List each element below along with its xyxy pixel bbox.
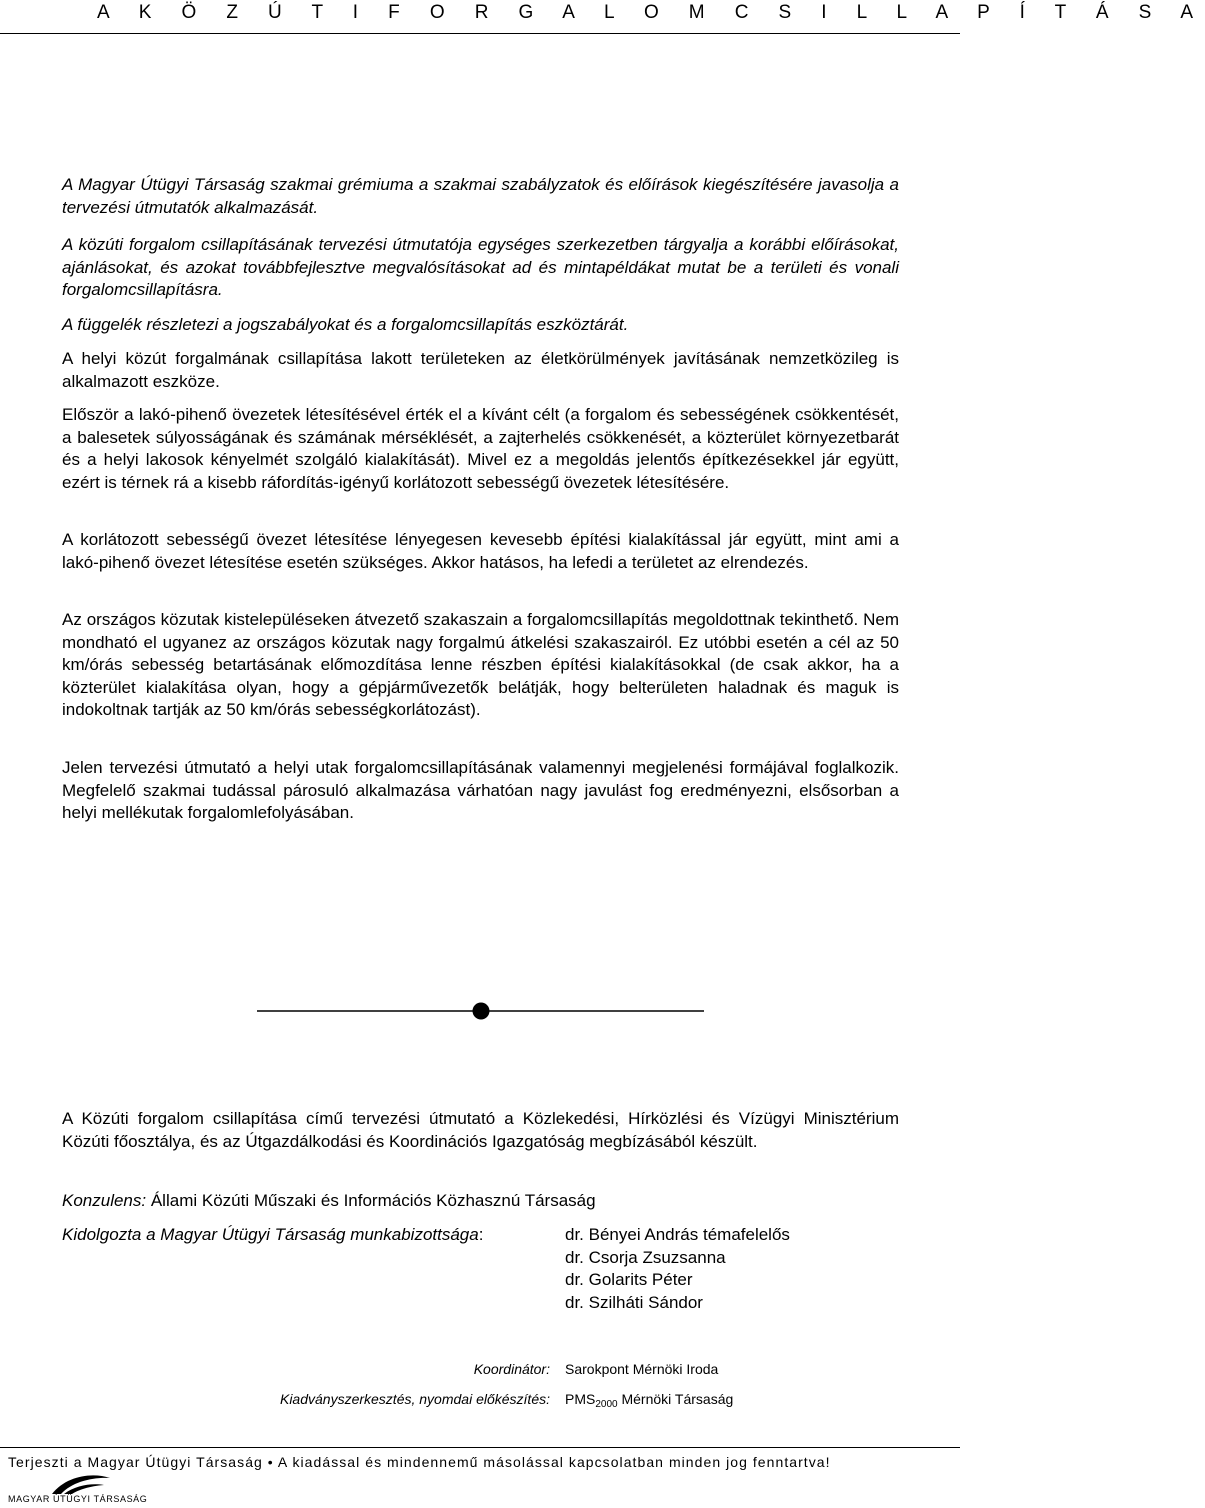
coordinator-value: Sarokpont Mérnöki Iroda	[565, 1361, 719, 1377]
prepared-by-line	[62, 1224, 483, 1247]
author-list	[565, 1224, 790, 1314]
editing-value	[565, 1391, 733, 1410]
intro-paragraph-1: A Magyar Útügyi Társaság szakmai grémiuma a szakmai szabályzatok és előírások kiegészítésére javasolja a tervezési útmutatók alkalmazását.	[62, 175, 899, 217]
body-paragraph-3: A korlátozott sebességű övezet létesítése lényegesen kevesebb építési kialakítással jár együtt, mint ami a lakó-pihenő övezet létesítése esetén szükséges. Akkor hatásos, ha lefedi a területet az elrendezés.	[62, 530, 899, 572]
section-divider	[257, 1002, 704, 1020]
author-item: dr. Csorja Zsuzsanna	[565, 1247, 726, 1267]
consultant-line	[62, 1190, 596, 1213]
logo-text: MAGYAR ÚTÜGYI TÁRSASÁG	[8, 1494, 148, 1504]
editing-label: Kiadványszerkesztés, nyomdai előkészítés:	[279, 1391, 550, 1407]
intro-paragraph-3: A függelék részletezi a jogszabályokat és a forgalomcsillapítás eszköztárát.	[62, 315, 629, 334]
prepared-by-colon: :	[478, 1225, 484, 1244]
header-rule	[0, 33, 960, 34]
consultant-label: Konzulens:	[62, 1191, 147, 1210]
commission-statement: A Közúti forgalom csillapítása című tervezési útmutató a Közlekedési, Hírközlési és Vízügyi Minisztérium Közúti főosztálya, és az Útgazdálkodási és Koordinációs Igazgatóság megbízásából készült.	[62, 1109, 899, 1151]
author-item: dr. Szilháti Sándor	[565, 1292, 703, 1312]
author-item: dr. Golarits Péter	[565, 1270, 693, 1289]
intro-paragraph-2: A közúti forgalom csillapításának tervezési útmutatója egységes szerkezetben tárgyalja a korábbi előírásokat, ajánlásokat, és azokat továbbfejlesztve megvalósításokat ad és mintapéldákat mutat be a területi és vonali forgalomcsillapításra.	[62, 235, 899, 299]
body-paragraph-4: Az országos közutak kistelepüléseken átvezető szakaszain a forgalomcsillapítás megoldottnak tekinthető. Nem mondható el ugyanez az országos közutak nagy forgalmú átkelési szakaszairól. Ez utóbbi esetén a cél az 50 km/órás sebesség betartásának előmozdítása lenne részben építési kialakításokkal (de csak akkor, ha a közterület kialakítása olyan, hogy a gépjárművezetők belátják, hogy belterületen haladnak és maguk is indokoltnak tartják az 50 km/órás sebességkorlátozást).	[62, 610, 899, 719]
body-paragraph-5: Jelen tervezési útmutató a helyi utak forgalomcsillapításának valamennyi megjelenési formájával foglalkozik. Megfelelő szakmai tudással párosuló alkalmazása várhatóan nagy javulást fog eredményezni, elsősorban a helyi mellékutak forgalomlefolyásában.	[62, 758, 899, 822]
prepared-by-label: Kidolgozta a Magyar Útügyi Társaság munkabizottsága	[62, 1225, 479, 1244]
footer-notice: Terjeszti a Magyar Útügyi Társaság • A kiadással és mindennemű másolással kapcsolatban minden jog fenntartva!	[8, 1454, 831, 1470]
editing-value-prefix: PMS	[565, 1391, 596, 1407]
coordinator-label: Koordinátor:	[473, 1361, 550, 1377]
author-item: dr. Bényei András témafelelős	[565, 1225, 790, 1244]
footer-rule	[0, 1447, 960, 1448]
consultant-value: Állami Közúti Műszaki és Információs Közhasznú Társaság	[146, 1191, 596, 1210]
body-paragraph-2: Először a lakó-pihenő övezetek létesítésével érték el a kívánt célt (a forgalom és sebességének csökkentését, a balesetek súlyosságának és számának mérséklését, a zajterhelés csökkenését, a közterület környezetbarát és a helyi lakosok kényelmét szolgáló kialakítását). Mivel ez a megoldás jelentős építkezésekkel jár együtt, ezért is térnek rá a kisebb ráfordítás-igényű korlátozott sebességű övezetek létesítésére.	[62, 405, 899, 492]
running-header: A K Ö Z Ú T I F O R G A L O M C S I L L A P Í T Á S A	[97, 2, 1205, 23]
body-paragraph-1: A helyi közút forgalmának csillapítása lakott területeken az életkörülmények javításának nemzetközileg is alkalmazott eszköze.	[62, 349, 899, 391]
editing-value-subscript: 2000	[595, 1399, 618, 1410]
editing-value-suffix: Mérnöki Társaság	[617, 1391, 734, 1407]
